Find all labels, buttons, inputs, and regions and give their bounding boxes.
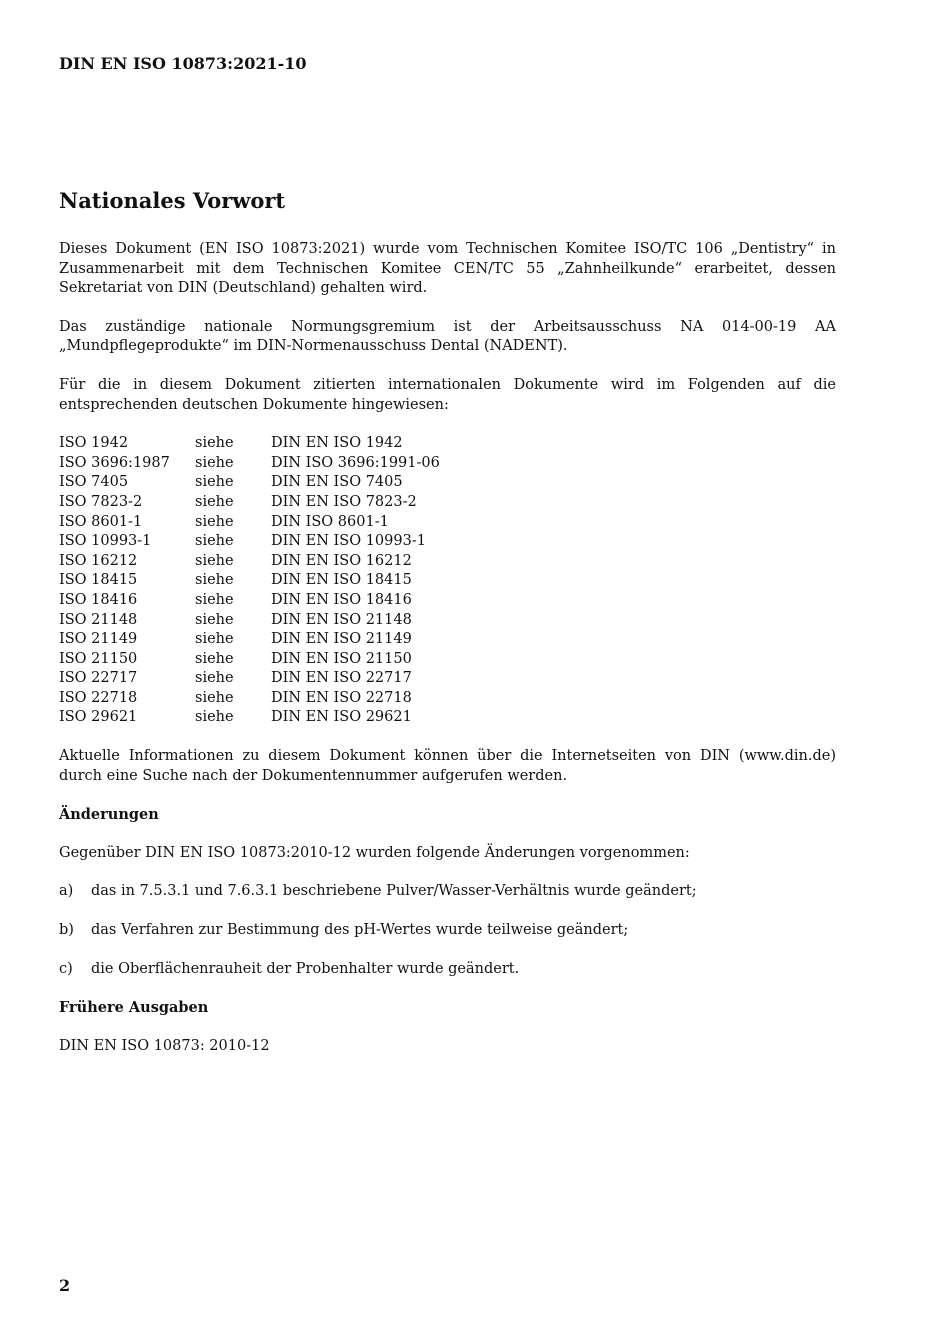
paragraph-references-intro: Für die in diesem Dokument zitierten internationalen Dokumente wird im Folgenden auf die entsprechenden deutschen Dokumente hingewiesen: bbox=[59, 376, 836, 413]
relation-word: siehe bbox=[195, 533, 234, 550]
table-row bbox=[59, 669, 440, 689]
iso-reference: ISO 18415 bbox=[59, 572, 138, 589]
list-item bbox=[59, 882, 836, 902]
document-id-header: DIN EN ISO 10873:2021-10 bbox=[59, 54, 307, 73]
table-row bbox=[59, 552, 440, 572]
list-text: die Oberflächenrauheit der Probenhalter wurde geändert. bbox=[91, 960, 520, 977]
din-reference: DIN EN ISO 22717 bbox=[271, 670, 412, 687]
iso-reference: ISO 21150 bbox=[59, 650, 138, 667]
list-marker: b) bbox=[59, 922, 74, 939]
din-reference: DIN EN ISO 16212 bbox=[271, 552, 412, 569]
din-reference: DIN ISO 3696:1991-06 bbox=[271, 454, 440, 471]
relation-word: siehe bbox=[195, 435, 234, 452]
iso-reference: ISO 1942 bbox=[59, 435, 129, 452]
page-title: Nationales Vorwort bbox=[59, 188, 286, 213]
relation-word: siehe bbox=[195, 650, 234, 667]
paragraph-online-info: Aktuelle Informationen zu diesem Dokument können über die Internetseiten von DIN (www.din.de) durch eine Suche nach der Dokumentennummer aufgerufen werden. bbox=[59, 748, 836, 784]
relation-word: siehe bbox=[195, 689, 234, 706]
relation-word: siehe bbox=[195, 474, 234, 491]
iso-reference: ISO 16212 bbox=[59, 552, 138, 569]
list-item bbox=[59, 960, 836, 980]
din-reference: DIN EN ISO 22718 bbox=[271, 689, 412, 706]
relation-word: siehe bbox=[195, 572, 234, 589]
relation-word: siehe bbox=[195, 709, 234, 726]
list-text: das Verfahren zur Bestimmung des pH-Wertes wurde teilweise geändert; bbox=[91, 922, 629, 939]
iso-reference: ISO 21148 bbox=[59, 611, 138, 628]
iso-reference: ISO 18416 bbox=[59, 591, 138, 608]
table-row bbox=[59, 493, 440, 513]
changes-heading: Änderungen bbox=[59, 806, 159, 824]
relation-word: siehe bbox=[195, 454, 234, 471]
din-reference: DIN EN ISO 29621 bbox=[271, 709, 412, 726]
relation-word: siehe bbox=[195, 631, 234, 648]
table-row bbox=[59, 434, 440, 454]
iso-reference: ISO 7405 bbox=[59, 474, 129, 491]
table-row bbox=[59, 650, 440, 670]
relation-word: siehe bbox=[195, 552, 234, 569]
list-marker: a) bbox=[59, 883, 74, 900]
relation-word: siehe bbox=[195, 611, 234, 628]
iso-reference: ISO 8601-1 bbox=[59, 513, 143, 530]
iso-reference: ISO 3696:1987 bbox=[59, 454, 170, 471]
din-reference: DIN EN ISO 18416 bbox=[271, 591, 412, 608]
iso-reference: ISO 22717 bbox=[59, 670, 138, 687]
document-body bbox=[59, 240, 836, 1075]
table-row bbox=[59, 591, 440, 611]
list-item bbox=[59, 921, 836, 941]
din-reference: DIN EN ISO 21148 bbox=[271, 611, 412, 628]
iso-reference: ISO 29621 bbox=[59, 709, 138, 726]
table-row bbox=[59, 708, 440, 728]
table-row bbox=[59, 571, 440, 591]
table-row bbox=[59, 513, 440, 533]
table-row bbox=[59, 454, 440, 474]
din-reference: DIN EN ISO 7823-2 bbox=[271, 493, 417, 510]
paragraph-committee: Dieses Dokument (EN ISO 10873:2021) wurde vom Technischen Komitee ISO/TC 106 „Dentistry“ in Zusammenarbeit mit dem Technischen Komitee CEN/TC 55 „Zahnheilkunde“ erarbeitet, dessen Sekretariat von DIN (Deutschland) gehalten wird. bbox=[59, 241, 836, 297]
paragraph-responsible-body: Das zuständige nationale Normungsgremium ist der Arbeitsausschuss NA 014-00-19 AA „Mundpflegeprodukte“ im DIN-Normenausschuss Dental (NADENT). bbox=[59, 318, 836, 355]
din-reference: DIN EN ISO 18415 bbox=[271, 572, 412, 589]
din-reference: DIN EN ISO 7405 bbox=[271, 474, 403, 491]
din-reference: DIN ISO 8601-1 bbox=[271, 513, 389, 530]
references-table bbox=[59, 434, 440, 728]
table-row bbox=[59, 689, 440, 709]
iso-reference: ISO 21149 bbox=[59, 631, 138, 648]
din-reference: DIN EN ISO 10993-1 bbox=[271, 533, 426, 550]
table-row bbox=[59, 630, 440, 650]
relation-word: siehe bbox=[195, 513, 234, 530]
table-row bbox=[59, 532, 440, 552]
changes-intro: Gegenüber DIN EN ISO 10873:2010-12 wurden folgende Änderungen vorgenommen: bbox=[59, 844, 690, 861]
din-reference: DIN EN ISO 21149 bbox=[271, 631, 412, 648]
table-row bbox=[59, 611, 440, 631]
page-number: 2 bbox=[59, 1276, 71, 1295]
table-row bbox=[59, 473, 440, 493]
previous-editions-heading: Frühere Ausgaben bbox=[59, 999, 209, 1017]
din-reference: DIN EN ISO 21150 bbox=[271, 650, 412, 667]
iso-reference: ISO 22718 bbox=[59, 689, 138, 706]
relation-word: siehe bbox=[195, 670, 234, 687]
iso-reference: ISO 10993-1 bbox=[59, 533, 152, 550]
list-text: das in 7.5.3.1 und 7.6.3.1 beschriebene Pulver/Wasser-Verhältnis wurde geändert; bbox=[91, 883, 697, 900]
iso-reference: ISO 7823-2 bbox=[59, 493, 143, 510]
previous-editions-text: DIN EN ISO 10873: 2010-12 bbox=[59, 1037, 270, 1054]
din-reference: DIN EN ISO 1942 bbox=[271, 435, 403, 452]
relation-word: siehe bbox=[195, 493, 234, 510]
relation-word: siehe bbox=[195, 591, 234, 608]
list-marker: c) bbox=[59, 960, 73, 977]
